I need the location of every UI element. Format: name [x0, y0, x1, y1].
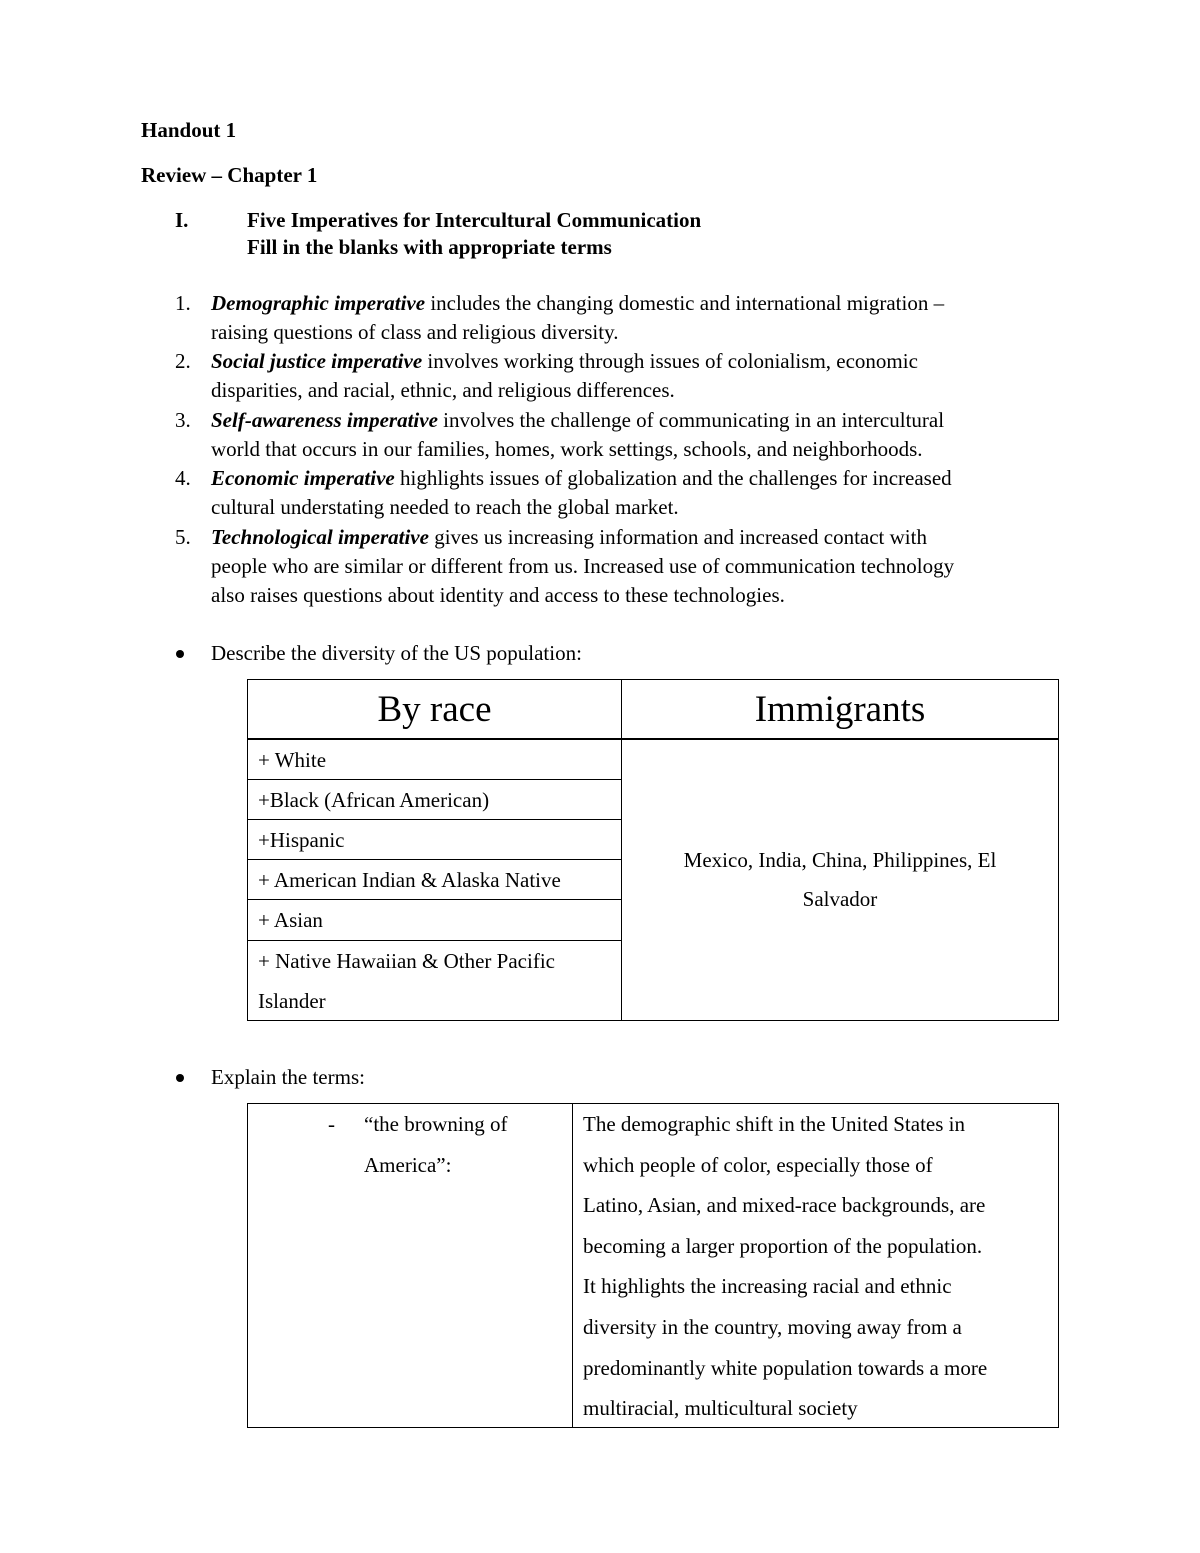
table-header-race: By race: [247, 679, 622, 740]
section-subtitle: Fill in the blanks with appropriate terms: [247, 235, 612, 259]
bullet-icon: [176, 650, 184, 658]
bullet-text: Explain the terms:: [211, 1065, 365, 1089]
review-title: Review – Chapter 1: [141, 163, 318, 187]
definition-line: which people of color, especially those of: [583, 1152, 933, 1177]
item-term: Social justice imperative: [211, 349, 423, 373]
race-cell: + American Indian & Alaska Native: [247, 859, 622, 900]
immigrants-line: Salvador: [802, 887, 878, 911]
definition-line: becoming a larger proportion of the population.: [583, 1233, 983, 1258]
item-line: cultural understating needed to reach the global market.: [211, 495, 679, 519]
bullet-icon: [176, 1074, 184, 1082]
race-cell: +Black (African American): [247, 779, 622, 820]
terms-table: [247, 1103, 1059, 1428]
dash-marker: -: [328, 1112, 335, 1136]
item-line: disparities, and racial, ethnic, and religious differences.: [211, 378, 675, 402]
item-line: also raises questions about identity and access to these technologies.: [211, 583, 785, 607]
item-line: involves the challenge of communicating in an intercultural: [437, 408, 945, 432]
bullet-text: Describe the diversity of the US population:: [211, 641, 582, 665]
definition-line: It highlights the increasing racial and ethnic: [583, 1274, 952, 1299]
race-cell: + White: [247, 739, 622, 780]
item-text: [211, 406, 1061, 464]
item-number: 2.: [175, 349, 191, 373]
term-cell: [247, 1103, 573, 1428]
item-line: gives us increasing information and increased contact with: [428, 525, 927, 549]
section-numeral: I.: [175, 208, 189, 232]
race-line: Islander: [258, 989, 326, 1013]
item-line: highlights issues of globalization and the challenges for increased: [394, 466, 952, 490]
definition-line: predominantly white population towards a more: [583, 1355, 988, 1380]
immigrants-cell: [621, 739, 1059, 1021]
item-number: 4.: [175, 466, 191, 490]
item-text: [211, 523, 1061, 610]
race-line: + Native Hawaiian & Other Pacific: [258, 949, 555, 973]
definition-cell: [572, 1103, 1059, 1428]
item-line: world that occurs in our families, homes, work settings, schools, and neighborhoods.: [211, 437, 923, 461]
item-term: Demographic imperative: [211, 291, 426, 315]
item-term: Technological imperative: [211, 525, 429, 549]
race-cell: + Asian: [247, 899, 622, 941]
item-term: Economic imperative: [211, 466, 395, 490]
item-line: involves working through issues of colonialism, economic: [422, 349, 918, 373]
definition-line: The demographic shift in the United States in: [583, 1112, 965, 1136]
table-header-immigrants: Immigrants: [621, 679, 1059, 740]
handout-title: Handout 1: [141, 118, 237, 142]
immigrants-line: Mexico, India, China, Philippines, El: [683, 848, 997, 872]
definition-line: Latino, Asian, and mixed-race backgrounds, are: [583, 1193, 986, 1218]
item-number: 1.: [175, 291, 191, 315]
definition-line: multiracial, multicultural society: [583, 1396, 858, 1421]
definition-line: diversity in the country, moving away from a: [583, 1314, 962, 1339]
diversity-table: [247, 679, 1059, 1021]
term-line: “the browning of: [364, 1112, 508, 1136]
item-text: [211, 464, 1061, 522]
item-number: 5.: [175, 525, 191, 549]
item-line: people who are similar or different from us. Increased use of communication technology: [211, 554, 955, 578]
item-text: [211, 289, 1061, 347]
term-line: America”:: [364, 1153, 452, 1177]
race-cell: +Hispanic: [247, 819, 622, 860]
item-line: raising questions of class and religious diversity.: [211, 320, 619, 344]
item-term: Self-awareness imperative: [211, 408, 438, 432]
item-number: 3.: [175, 408, 191, 432]
section-title: Five Imperatives for Intercultural Communication: [247, 208, 702, 232]
item-text: [211, 347, 1061, 405]
item-line: includes the changing domestic and international migration –: [425, 291, 945, 315]
race-cell: [247, 940, 622, 1021]
